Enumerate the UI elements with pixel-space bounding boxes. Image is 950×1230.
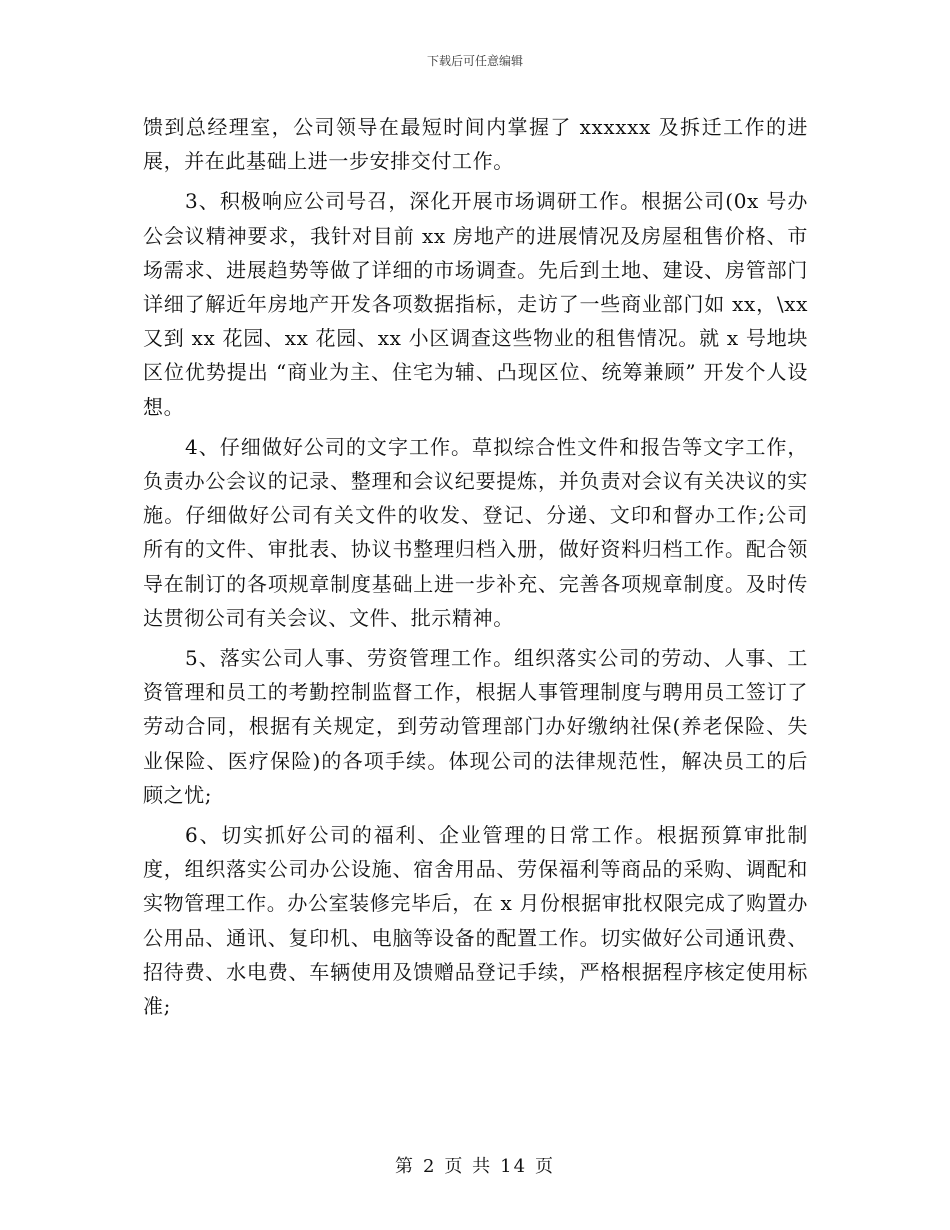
paragraph-item-6: 6、切实抓好公司的福利、企业管理的日常工作。根据预算审批制度，组织落实公司办公设施、宿舍用品、劳保福利等商品的采购、调配和实物管理工作。办公室装修完毕后，在 x 月份根据审批权限完成了购置办公用品、通讯、复印机、电脑等设备的配置工作。切实做好公司通讯费、招待费、水电费、车辆使用及馈赠品登记手续，严格根据程序核定使用标准; xyxy=(143,823,808,1019)
footer-prefix: 第 xyxy=(394,1156,415,1177)
footer-middle: 页 共 xyxy=(444,1156,493,1177)
footer-page-number: 2 xyxy=(422,1156,437,1177)
page-footer xyxy=(0,1152,950,1178)
page-header: 下载后可任意编辑 xyxy=(426,54,523,68)
paragraph-continuation: 馈到总经理室，公司领导在最短时间内掌握了 xxxxxx 及拆迁工作的进展，并在此基础上进一步安排交付工作。 xyxy=(143,115,808,174)
footer-total-pages: 14 xyxy=(500,1156,528,1177)
paragraph-item-4: 4、仔细做好公司的文字工作。草拟综合性文件和报告等文字工作，负责办公会议的记录、整理和会议纪要提炼，并负责对会议有关决议的实施。仔细做好公司有关文件的收发、登记、分递、文印和督办工作;公司所有的文件、审批表、协议书整理归档入册，做好资料归档工作。配合领导在制订的各项规章制度基础上进一步补充、完善各项规章制度。及时传达贯彻公司有关会议、文件、批示精神。 xyxy=(143,434,808,630)
paragraph-item-5: 5、落实公司人事、劳资管理工作。组织落实公司的劳动、人事、工资管理和员工的考勤控制监督工作，根据人事管理制度与聘用员工签订了劳动合同，根据有关规定，到劳动管理部门办好缴纳社保(养老保险、失业保险、医疗保险)的各项手续。体现公司的法律规范性，解决员工的后顾之忧; xyxy=(143,646,808,807)
footer-suffix: 页 xyxy=(535,1156,556,1177)
paragraph-item-3: 3、积极响应公司号召，深化开展市场调研工作。根据公司(0x 号办公会议精神要求，我针对目前 xx 房地产的进展情况及房屋租售价格、市场需求、进展趋势等做了详细的市场调查。先后到土地、建设、房管部门详细了解近年房地产开发各项数据指标，走访了一些商业部门如 xx，\xx 又到 xx 花园、xx 花园、xx 小区调查这些物业的租售情况。就 x 号地块区位优势提出 “商业为主、住宅为辅、凸现区位、统筹兼顾” 开发个人设想。 xyxy=(143,189,808,419)
document-body xyxy=(143,110,808,1023)
